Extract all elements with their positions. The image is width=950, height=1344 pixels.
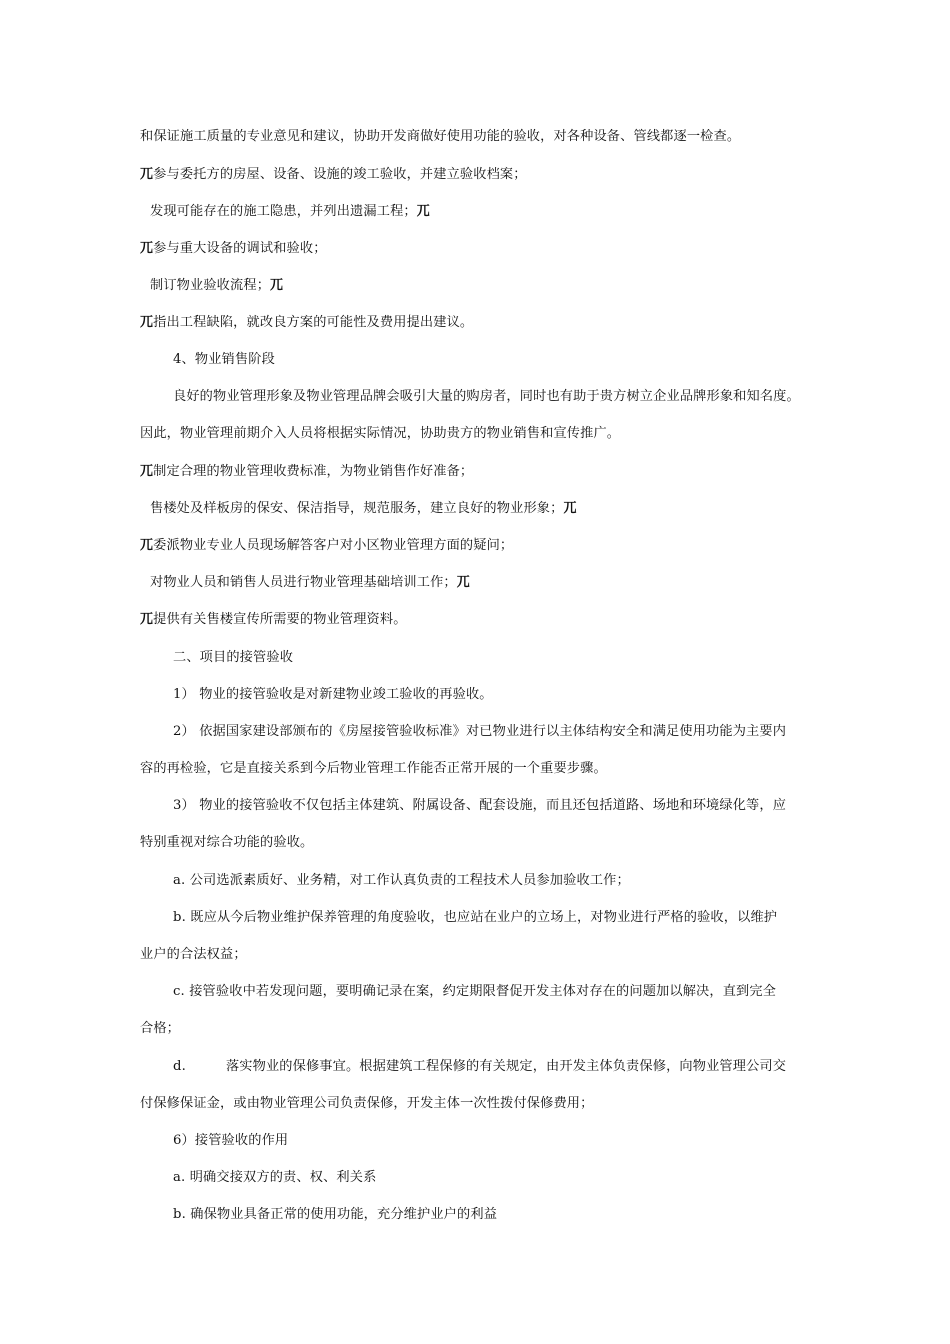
paragraph-line: 和保证施工质量的专业意见和建议，协助开发商做好使用功能的验收，对各种设备、管线都逐一检查。 xyxy=(140,129,741,144)
list-item: b. 既应从今后物业维护保养管理的角度验收，也应站在业户的立场上，对物业进行严格的验收，以维护 xyxy=(173,910,778,925)
bullet-icon: 兀 xyxy=(140,315,154,330)
bullet-icon: 兀 xyxy=(140,464,154,479)
list-item: 1） 物业的接管验收是对新建物业竣工验收的再验收。 xyxy=(173,687,493,702)
list-item: 3） 物业的接管验收不仅包括主体建筑、附属设备、配套设施，而且还包括道路、场地和环境绿化等，应 xyxy=(173,798,787,813)
section-heading: 4、物业销售阶段 xyxy=(173,352,275,367)
paragraph-line: 特别重视对综合功能的验收。 xyxy=(140,835,314,850)
paragraph-line: 良好的物业管理形象及物业管理品牌会吸引大量的购房者，同时也有助于贵方树立企业品牌形象和知名度。 xyxy=(173,389,800,404)
bullet-icon: 兀 xyxy=(140,612,154,627)
bullet-icon: 兀 xyxy=(416,204,430,219)
list-item: b. 确保物业具备正常的使用功能，充分维护业户的利益 xyxy=(173,1207,498,1222)
bullet-line: 售楼处及样板房的保安、保洁指导，规范服务，建立良好的物业形象；兀 xyxy=(150,501,577,516)
bullet-line: 兀参与重大设备的调试和验收； xyxy=(140,241,327,256)
bullet-icon: 兀 xyxy=(140,167,154,182)
bullet-line: 兀指出工程缺陷，就改良方案的可能性及费用提出建议。 xyxy=(140,315,474,330)
list-label: d. xyxy=(173,1059,186,1074)
paragraph-line: 容的再检验，它是直接关系到今后物业管理工作能否正常开展的一个重要步骤。 xyxy=(140,761,607,776)
bullet-icon: 兀 xyxy=(270,278,284,293)
bullet-icon: 兀 xyxy=(140,241,154,256)
section-heading: 6）接管验收的作用 xyxy=(173,1133,289,1148)
bullet-line: 对物业人员和销售人员进行物业管理基础培训工作；兀 xyxy=(150,575,470,590)
paragraph-line: 因此，物业管理前期介入人员将根据实际情况，协助贵方的物业销售和宣传推广。 xyxy=(140,426,621,441)
bullet-icon: 兀 xyxy=(563,501,577,516)
bullet-line: 制订物业验收流程；兀 xyxy=(150,278,284,293)
bullet-icon: 兀 xyxy=(140,538,154,553)
list-item: 2） 依据国家建设部颁布的《房屋接管验收标准》对已物业进行以主体结构安全和满足使用功能为主要内 xyxy=(173,724,787,739)
bullet-line: 兀委派物业专业人员现场解答客户对小区物业管理方面的疑问； xyxy=(140,538,514,553)
section-heading: 二、项目的接管验收 xyxy=(173,650,294,665)
bullet-line: 兀提供有关售楼宣传所需要的物业管理资料。 xyxy=(140,612,407,627)
bullet-icon: 兀 xyxy=(456,575,470,590)
paragraph-line: 业户的合法权益； xyxy=(140,947,247,962)
list-item: c. 接管验收中若发现问题，要明确记录在案，约定期限督促开发主体对存在的问题加以解决，直到完全 xyxy=(173,984,777,999)
bullet-line: 发现可能存在的施工隐患，并列出遗漏工程；兀 xyxy=(150,204,430,219)
list-item: a. 明确交接双方的责、权、利关系 xyxy=(173,1170,377,1185)
bullet-line: 兀参与委托方的房屋、设备、设施的竣工验收，并建立验收档案； xyxy=(140,167,527,182)
paragraph-line: 合格； xyxy=(140,1021,181,1036)
list-item: a. 公司选派素质好、业务精，对工作认真负责的工程技术人员参加验收工作； xyxy=(173,873,630,888)
list-item: d. 落实物业的保修事宜。根据建筑工程保修的有关规定，由开发主体负责保修，向物业管理公司交 xyxy=(173,1059,787,1074)
paragraph-line: 付保修保证金，或由物业管理公司负责保修，开发主体一次性拨付保修费用； xyxy=(140,1096,594,1111)
bullet-line: 兀制定合理的物业管理收费标准，为物业销售作好准备； xyxy=(140,464,474,479)
